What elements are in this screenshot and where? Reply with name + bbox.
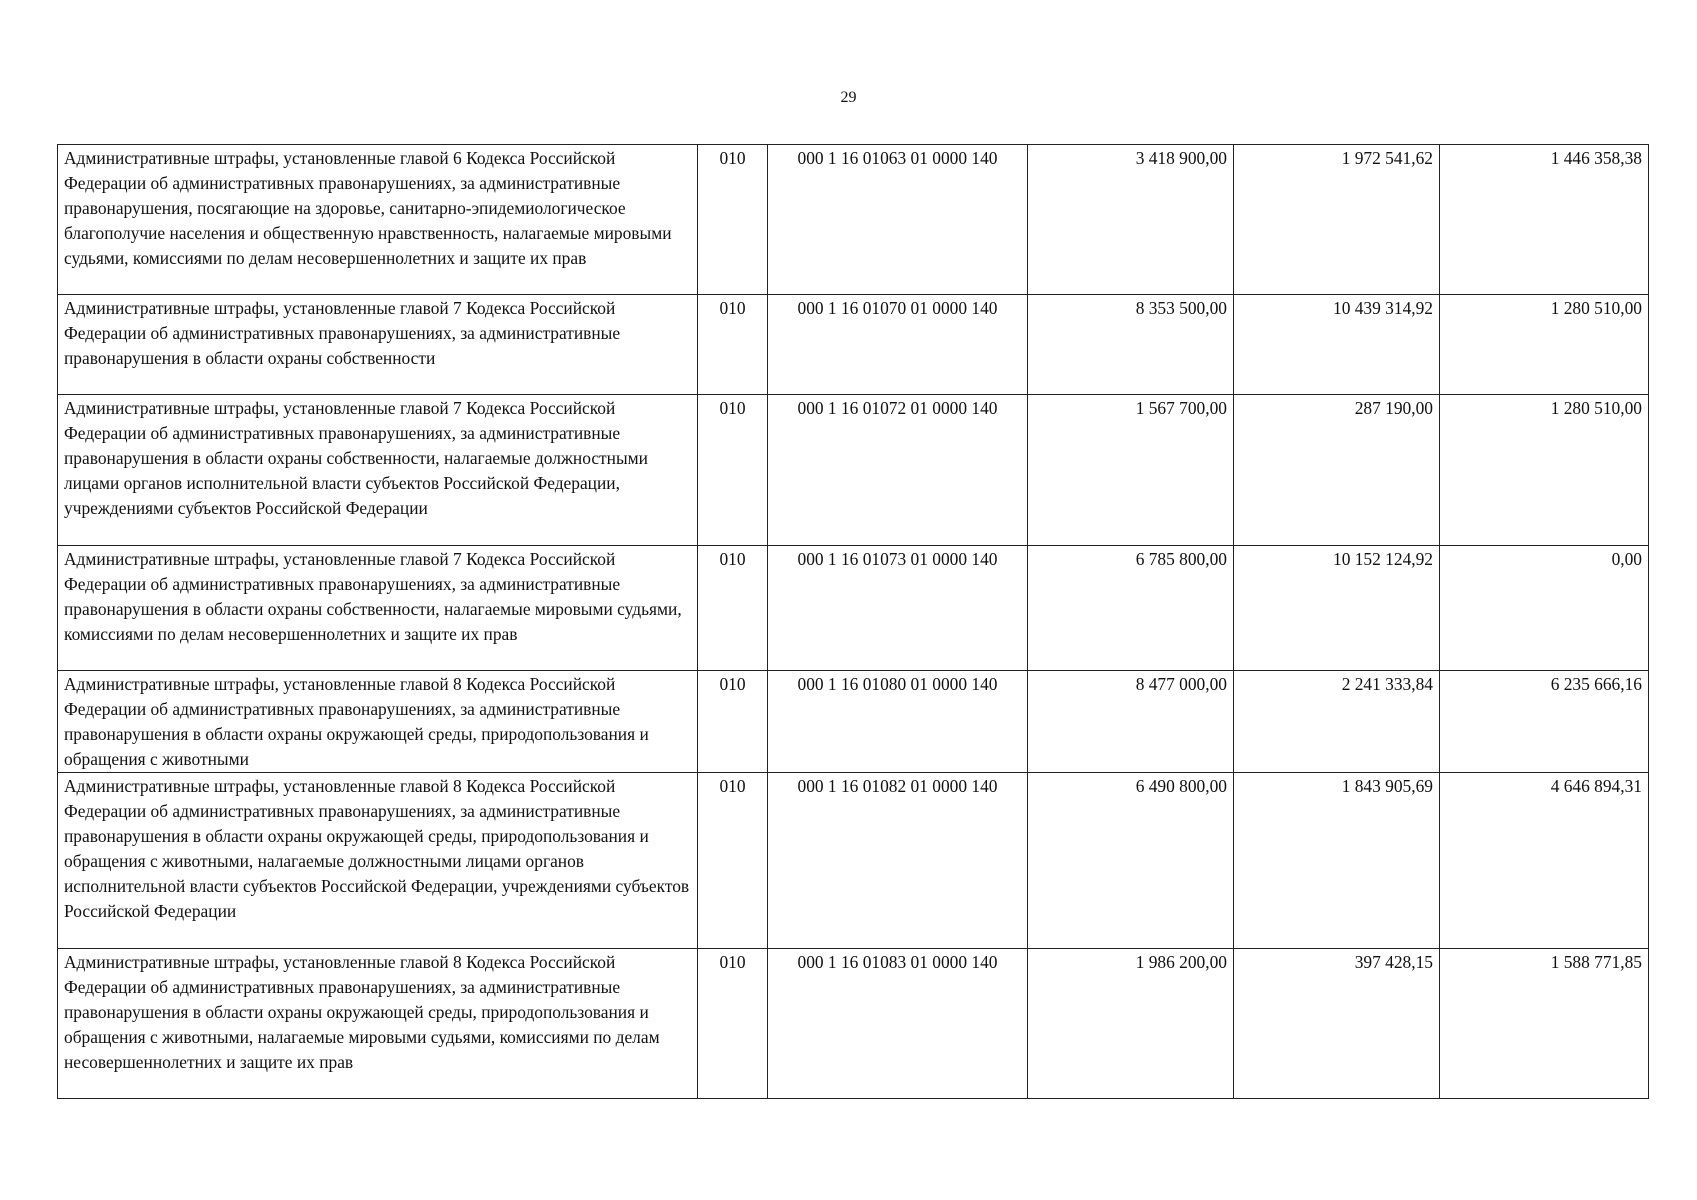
unexecuted-amount-cell: 1 280 510,00 <box>1440 295 1649 395</box>
revenue-name-cell: Административные штрафы, установленные главой 8 Кодекса Российской Федерации об административных правонарушениях, за административные правонарушения в области охраны окружающей среды, природопользования и обращения с животными <box>58 671 698 773</box>
unexecuted-amount-cell: 6 235 666,16 <box>1440 671 1649 773</box>
budget-code-cell: 000 1 16 01063 01 0000 140 <box>768 145 1028 295</box>
approved-amount-cell: 6 785 800,00 <box>1028 546 1234 671</box>
table-row <box>58 546 1649 671</box>
budget-code-cell: 000 1 16 01083 01 0000 140 <box>768 949 1028 1099</box>
admin-code-cell: 010 <box>698 295 768 395</box>
budget-code-cell: 000 1 16 01080 01 0000 140 <box>768 671 1028 773</box>
revenue-name-cell: Административные штрафы, установленные главой 7 Кодекса Российской Федерации об административных правонарушениях, за административные правонарушения в области охраны собственности, налагаемые должностными лицами органов исполнительной власти субъектов Российской Федерации, учреждениями субъектов Российской Федерации <box>58 395 698 546</box>
executed-amount-cell: 10 439 314,92 <box>1234 295 1440 395</box>
table-row <box>58 949 1649 1099</box>
table-row <box>58 295 1649 395</box>
table-row <box>58 395 1649 546</box>
unexecuted-amount-cell: 4 646 894,31 <box>1440 773 1649 949</box>
page-number: 29 <box>840 89 857 106</box>
approved-amount-cell: 6 490 800,00 <box>1028 773 1234 949</box>
revenue-name-cell: Административные штрафы, установленные главой 7 Кодекса Российской Федерации об административных правонарушениях, за административные правонарушения в области охраны собственности, налагаемые мировыми судьями, комиссиями по делам несовершеннолетних и защите их прав <box>58 546 698 671</box>
admin-code-cell: 010 <box>698 546 768 671</box>
unexecuted-amount-cell: 0,00 <box>1440 546 1649 671</box>
revenue-name-cell: Административные штрафы, установленные главой 8 Кодекса Российской Федерации об административных правонарушениях, за административные правонарушения в области охраны окружающей среды, природопользования и обращения с животными, налагаемые мировыми судьями, комиссиями по делам несовершеннолетних и защите их прав <box>58 949 698 1099</box>
approved-amount-cell: 1 986 200,00 <box>1028 949 1234 1099</box>
executed-amount-cell: 397 428,15 <box>1234 949 1440 1099</box>
executed-amount-cell: 10 152 124,92 <box>1234 546 1440 671</box>
revenue-name-cell: Административные штрафы, установленные главой 7 Кодекса Российской Федерации об административных правонарушениях, за административные правонарушения в области охраны собственности <box>58 295 698 395</box>
table-row <box>58 671 1649 773</box>
approved-amount-cell: 3 418 900,00 <box>1028 145 1234 295</box>
admin-code-cell: 010 <box>698 773 768 949</box>
unexecuted-amount-cell: 1 588 771,85 <box>1440 949 1649 1099</box>
approved-amount-cell: 1 567 700,00 <box>1028 395 1234 546</box>
revenue-table <box>57 144 1649 1099</box>
admin-code-cell: 010 <box>698 145 768 295</box>
unexecuted-amount-cell: 1 446 358,38 <box>1440 145 1649 295</box>
budget-code-cell: 000 1 16 01072 01 0000 140 <box>768 395 1028 546</box>
executed-amount-cell: 2 241 333,84 <box>1234 671 1440 773</box>
revenue-name-cell: Административные штрафы, установленные главой 6 Кодекса Российской Федерации об административных правонарушениях, за административные правонарушения, посягающие на здоровье, санитарно-эпидемиологическое благополучие населения и общественную нравственность, налагаемые мировыми судьями, комиссиями по делам несовершеннолетних и защите их прав <box>58 145 698 295</box>
approved-amount-cell: 8 477 000,00 <box>1028 671 1234 773</box>
admin-code-cell: 010 <box>698 671 768 773</box>
executed-amount-cell: 1 972 541,62 <box>1234 145 1440 295</box>
unexecuted-amount-cell: 1 280 510,00 <box>1440 395 1649 546</box>
executed-amount-cell: 287 190,00 <box>1234 395 1440 546</box>
approved-amount-cell: 8 353 500,00 <box>1028 295 1234 395</box>
budget-code-cell: 000 1 16 01082 01 0000 140 <box>768 773 1028 949</box>
admin-code-cell: 010 <box>698 395 768 546</box>
budget-code-cell: 000 1 16 01070 01 0000 140 <box>768 295 1028 395</box>
executed-amount-cell: 1 843 905,69 <box>1234 773 1440 949</box>
table-row <box>58 773 1649 949</box>
table-row <box>58 145 1649 295</box>
budget-code-cell: 000 1 16 01073 01 0000 140 <box>768 546 1028 671</box>
revenue-name-cell: Административные штрафы, установленные главой 8 Кодекса Российской Федерации об административных правонарушениях, за административные правонарушения в области охраны окружающей среды, природопользования и обращения с животными, налагаемые должностными лицами органов исполнительной власти субъектов Российской Федерации, учреждениями субъектов Российской Федерации <box>58 773 698 949</box>
admin-code-cell: 010 <box>698 949 768 1099</box>
